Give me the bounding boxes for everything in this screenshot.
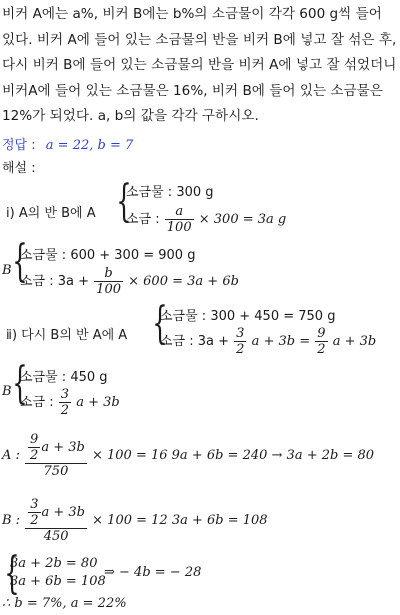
fraction-numerator: 9 [317, 326, 326, 341]
b2-salt-water: 소금물 : 450 g [20, 370, 108, 385]
b2-salt [20, 387, 120, 418]
step2-salt [160, 326, 376, 357]
fraction-numerator: 3 [236, 326, 245, 341]
equation-a [2, 432, 374, 479]
fraction-numerator: 3 [60, 387, 70, 402]
fraction-numerator: 3 [30, 497, 39, 512]
inner-fraction [28, 432, 40, 463]
step1-fraction [165, 204, 194, 235]
fraction-denominator: 2 [30, 513, 39, 528]
inner-rest: a + 3b [41, 440, 85, 455]
fraction-denominator: 450 [43, 529, 69, 544]
b1-salt-water: 소금물 : 600 + 300 = 900 g [20, 248, 196, 263]
fraction-numerator: a [165, 204, 194, 220]
b2-salt-suffix: a + 3b [76, 395, 120, 410]
step1-salt-prefix: 소금 : [126, 212, 160, 227]
equation-b-fraction [25, 497, 87, 544]
step2-label: ⅱ) 다시 B의 반 A에 A [6, 328, 128, 343]
fraction-denominator: 750 [43, 464, 69, 479]
step2-fraction-2 [315, 326, 327, 357]
fraction-denominator: 100 [96, 282, 121, 297]
step2-fraction-1 [234, 326, 246, 357]
fraction-denominator: 2 [317, 342, 326, 357]
b1-salt-prefix: 소금 : 3a + [20, 274, 90, 289]
step1-salt-water: 소금물 : 300 g [126, 185, 214, 200]
fraction-denominator: 2 [30, 448, 39, 463]
fraction-denominator: 2 [236, 342, 245, 357]
b2-salt-prefix: 소금 : [20, 395, 54, 410]
step2-suffix: a + 3b [332, 334, 377, 349]
step2-salt-water: 소금물 : 300 + 450 = 750 g [160, 309, 336, 324]
answer-line [2, 134, 133, 153]
conclusion: ∴ b = 7%, a = 22% [2, 596, 127, 611]
b1-letter: B [2, 263, 12, 278]
b2-fraction [59, 387, 71, 418]
step2-brace: { [152, 298, 168, 349]
system-eq-2: 3a + 6b = 108 [10, 574, 106, 589]
fraction-numerator [25, 497, 87, 529]
fraction-numerator [25, 432, 87, 464]
step1-label: ⅰ) A의 반 B에 A [6, 206, 96, 221]
fraction-numerator: b [94, 266, 123, 282]
b1-salt-suffix: × 600 = 3a + 6b [128, 274, 239, 289]
fraction-denominator: 100 [166, 220, 192, 235]
b2-letter: B [2, 384, 12, 399]
equation-a-fraction [25, 432, 87, 479]
fraction-numerator: 9 [30, 432, 39, 447]
step1-salt-suffix: × 300 = 3a g [198, 212, 287, 227]
answer-value: a = 22, b = 7 [45, 138, 134, 153]
equation-b [2, 497, 268, 544]
system-brace: { [4, 548, 20, 599]
inner-rest: a + 3b [41, 505, 86, 520]
b1-salt [20, 266, 239, 297]
problem-text: 비커 A에는 a%, 비커 B에는 b%의 소금물이 각각 600 g씩 들어 있다. 비커 A에 들어 있는 소금물의 반을 비커 B에 넣고 잘 섞은 후, 다시 비커 B에 들어 있는 소금물의 반을 비커 A에 넣고 잘 섞었더니 비커A에 들어 있는 소금물은 16%, 비커 B에 들어 있는 소금물은 12%가 되었다. a, b의 값을 각각 구하시오. [2, 6, 397, 124]
equation-b-suffix: × 100 = 12 3a + 6b = 108 [92, 513, 268, 528]
equation-b-prefix: B : [2, 513, 21, 528]
step2-mid: a + 3b = [251, 334, 311, 349]
b1-fraction [94, 266, 123, 297]
b1-brace: { [12, 236, 28, 287]
equation-a-suffix: × 100 = 16 9a + 6b = 240 → 3a + 2b = 80 [91, 448, 375, 463]
step1-brace: { [116, 176, 132, 227]
step1-salt [126, 204, 286, 235]
inner-fraction [28, 497, 40, 528]
b2-brace: { [12, 358, 28, 409]
equation-a-prefix: A : [2, 448, 20, 463]
step2-salt-prefix: 소금 : 3a + [160, 334, 230, 349]
system-eq-1: 3a + 2b = 80 [10, 556, 98, 571]
system-result: ⇒ − 4b = − 28 [104, 565, 202, 580]
answer-label: 정답 : [2, 138, 36, 153]
fraction-denominator: 2 [60, 403, 70, 418]
solution-label: 해설 : [2, 161, 36, 176]
